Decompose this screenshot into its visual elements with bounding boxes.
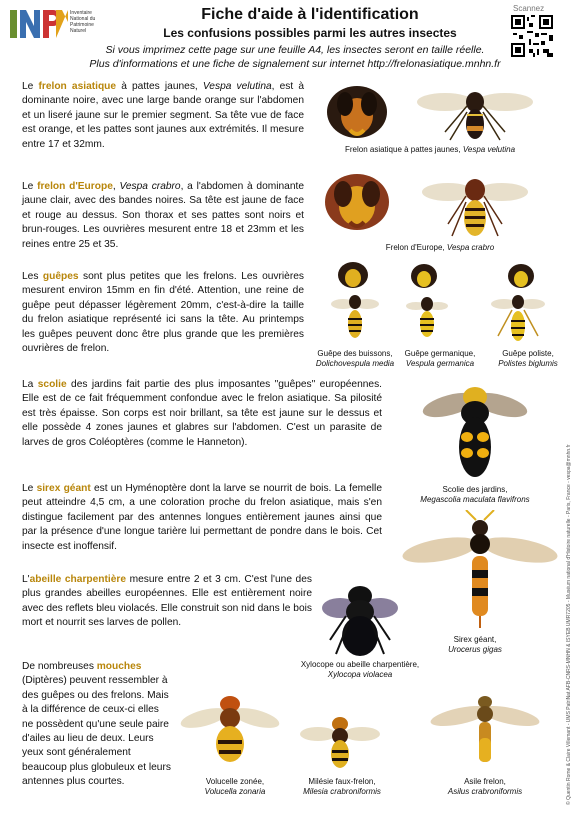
- guepes-text: Les guêpes sont plus petites que les frelons. Les ouvrières mesurent environ 15mm en fin d'été. Attention, une reine de guêpe peut dépasser légèrement 20mm, c'est-à-dire la taille du frelon asiatique représenté ici sans la tête. Au printemps les guêpes peuvent donc être plus grande que les premières ouvrières de frelon.: [22, 271, 304, 355]
- volucelle-caption: Volucelle zonée, Volucella zonaria: [204, 777, 266, 796]
- guepe-poliste-caption: Guêpe poliste, Polistes biglumis: [498, 349, 558, 368]
- scolie-text: La scolie des jardins fait partie des plus imposantes "guêpes" européennes. Elle est de ce fait fréquemment confondue avec le frelon asiatique. Sa pilosité est très épaisse. Son corps est noir brillant, sa tête est jaune sur le dessus et elle possède 4 zones jaunes et glabres sur l'abdomen. C'est un parasite de larves de gros Coléoptères (comme le Hanneton).: [22, 379, 382, 448]
- guepe-germanique-body-image: [405, 292, 449, 344]
- sirex-caption: Sirex géant, Urocerus gigas: [448, 635, 502, 654]
- scolie-image: [420, 375, 530, 485]
- page-subtitle: Les confusions possibles parmi les autres insectes: [163, 26, 457, 40]
- scolie-caption: Scolie des jardins, Megascolia maculata flavifrons: [420, 485, 530, 504]
- note-line-1: Si vous imprimez cette page sur une feuille A4, les insectes seront en taille réelle.: [105, 44, 485, 56]
- guepes-name: guêpes: [42, 271, 79, 282]
- milesie-image: [300, 712, 380, 772]
- scan-label: Scannez: [513, 4, 545, 13]
- xylocope-caption: Xylocope ou abeille charpentière, Xylocopa violacea: [300, 660, 420, 679]
- frelon-europe-body-image: [420, 170, 530, 242]
- guepe-buissons-caption: Guêpe des buissons, Dolichovespula media: [315, 349, 395, 368]
- frelon-asiatique-text: Le frelon asiatique à pattes jaunes, Vespa velutina, est à dominante noire, avec une large bande orange sur l'abdomen et un liseré jaune sur le premier segment. Sa tête vue de face est orange, et les pattes sont jaunes aux extrémités. Il mesure entre 17 et 32mm.: [22, 81, 305, 150]
- frelon-asiatique-caption: Frelon asiatique à pattes jaunes, Vespa velutina: [344, 145, 516, 154]
- guepe-germanique-caption: Guêpe germanique, Vespula germanica: [404, 349, 476, 368]
- note-line-2: Plus d'informations et une fiche de signalement sur internet http://frelonasiatique.mnhn.fr: [89, 58, 501, 70]
- milesie-caption: Milésie faux-frelon, Milesia crabroniformis: [303, 777, 381, 796]
- sirex-name: sirex géant: [36, 483, 91, 494]
- guepe-germanique-head-image: [408, 262, 440, 290]
- asile-caption: Asile frelon, Asilus crabroniformis: [447, 777, 523, 796]
- guepe-poliste-head-image: [505, 262, 537, 290]
- guepe-buissons-head-image: [335, 260, 371, 290]
- abeille-text: L'abeille charpentière mesure entre 2 et 3 cm. C'est l'une des plus grandes abeilles européennes. Elle est entièrement noire avec des reflets bleu violacés. Elle construit son nid dans le bois mort et nourrit ses larves de pollen.: [22, 574, 312, 629]
- page-title: Fiche d'aide à l'identification: [201, 6, 419, 23]
- volucelle-image: [180, 690, 280, 770]
- side-credit: © Quentin Rome & Claire Villemant - UMS PatriNat AFB-CNRS-MNHN & ISYEB UMR7205 - Muséum national d'Histoire naturelle - Paris, France - vespa@mnhn.fr: [566, 444, 572, 805]
- frelon-europe-head-image: [312, 168, 402, 234]
- asile-image: [430, 690, 540, 770]
- frelon-europe-name: frelon d'Europe: [37, 181, 113, 192]
- mouches-name: mouches: [96, 661, 142, 672]
- frelon-asiatique-body-image: [415, 82, 535, 144]
- qr-code-icon[interactable]: [511, 15, 553, 57]
- frelon-europe-caption: Frelon d'Europe, Vespa crabro: [385, 243, 495, 252]
- frelon-asiatique-name: frelon asiatique: [38, 81, 117, 92]
- frelon-asiatique-head-image: [312, 80, 402, 140]
- sirex-image: [400, 510, 560, 630]
- mouches-text: De nombreuses mouches (Diptères) peuvent ressembler à des guêpes ou des frelons. Mais à la différence de ceux-ci elles ne possèdent qu'une seule paire d'ailes au lieu de deux. Leurs yeux sont généralement beaucoup plus globuleux et leurs antennes plus courtes.: [22, 661, 171, 788]
- abeille-name: abeille charpentière: [29, 574, 127, 585]
- sirex-text: Le sirex géant est un Hyménoptère dont la larve se nourrit de bois. La femelle peut atteindre 4,5 cm, a une coloration proche du frelon asiatique, mais s'en distingue facilement par des antennes longues entièrement jaunes ainsi que par la présence d'une longue tarière lui permettant de pondre dans le bois. Cet insecte est inoffensif.: [22, 483, 382, 552]
- frelon-europe-text: Le frelon d'Europe, Vespa crabro, a l'abdomen à dominante jaune clair, avec des bandes noires. Sa tête est jaune de face et rouge au dessus. Son thorax et ses pattes sont noirs et brun-rouges. Les ouvrières mesurent entre 18 et 23mm et les reines entre 25 et 35.: [22, 181, 304, 250]
- guepe-buissons-body-image: [330, 290, 380, 345]
- scolie-name: scolie: [37, 379, 67, 390]
- inpn-logo-icon: [8, 6, 68, 42]
- print-note: [60, 43, 530, 71]
- xylocope-image: [320, 580, 400, 658]
- guepe-poliste-body-image: [490, 290, 546, 348]
- inpn-logo: [8, 6, 108, 42]
- logo-subtitle: Inventaire National du Patrimoine Naturel: [70, 10, 96, 34]
